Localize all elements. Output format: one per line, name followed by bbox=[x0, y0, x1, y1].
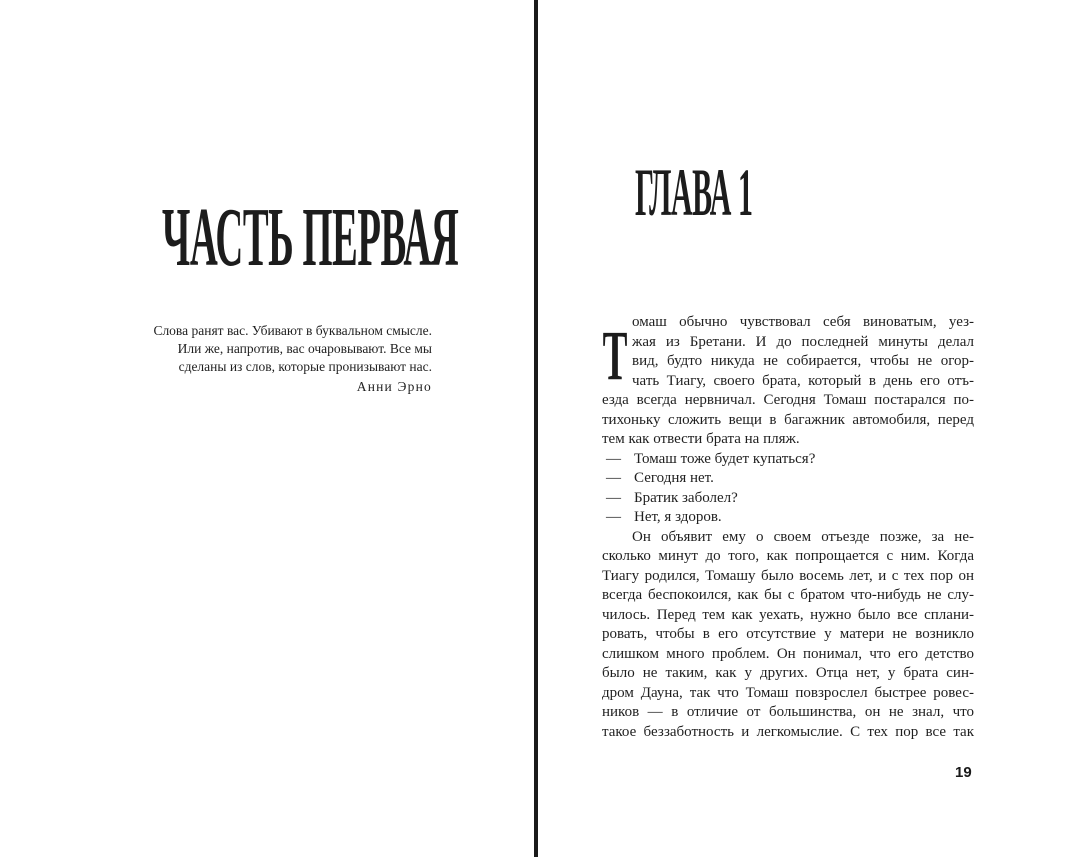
text-line: дром Дауна, так что Томаш повзрослел быстрее ровес- bbox=[602, 684, 974, 701]
dialogue-line bbox=[602, 450, 974, 470]
dialogue-text: Братик заболел? bbox=[634, 489, 738, 506]
text-line: жая из Бретани. И до последней минуты делал bbox=[632, 333, 974, 350]
dialogue-dash: — bbox=[606, 470, 621, 486]
text-line: слишком много проблем. Он понимал, что его детство bbox=[602, 645, 974, 662]
text-line: тихоньку сложить вещи в багажник автомобиля, перед bbox=[602, 411, 974, 428]
dialogue-dash: — bbox=[606, 489, 621, 506]
text-line: езда всегда нервничал. Сегодня Томаш постарался по- bbox=[602, 392, 974, 408]
part-title: ЧАСТЬ ПЕРВАЯ bbox=[162, 191, 459, 284]
epigraph-line: сделаны из слов, которые пронизывают нас. bbox=[178, 359, 432, 374]
text-line: сколько минут до того, как попрощается с ним. Когда bbox=[602, 548, 974, 564]
dialogue-line bbox=[602, 469, 974, 489]
dialogue-text: Нет, я здоров. bbox=[634, 509, 722, 525]
text-line: ровать, чтобы в его отсутствие у матери не возникло bbox=[602, 626, 974, 642]
epigraph bbox=[140, 322, 432, 396]
dialogue-line bbox=[602, 508, 974, 528]
text-line: было не таким, как у других. Отца нет, у брата син- bbox=[602, 665, 974, 681]
drop-cap-letter: Т bbox=[602, 318, 628, 396]
epigraph-author: Анни Эрно bbox=[356, 379, 432, 394]
page-number: 19 bbox=[955, 764, 972, 781]
text-line: вид, будто никуда не собирается, чтобы не огор- bbox=[632, 353, 974, 369]
text-line: тем как отвести брата на пляж. bbox=[602, 431, 800, 447]
text-line: Он объявит ему о своем отъезде позже, за не- bbox=[632, 528, 974, 545]
dialogue-text: Томаш тоже будет купаться? bbox=[634, 450, 816, 467]
right-page bbox=[538, 0, 1073, 857]
text-line: всегда беспокоился, как бы с братом что-нибудь не слу- bbox=[602, 587, 974, 603]
dialogue-line bbox=[602, 489, 974, 509]
epigraph-line: Или же, напротив, вас очаровывают. Все мы bbox=[177, 341, 432, 356]
text-line: такое беззаботность и легкомыслие. С тех пор все так bbox=[602, 723, 974, 740]
left-page bbox=[0, 0, 534, 857]
text-line: Тиагу родился, Томашу было восемь лет, и с тех пор он bbox=[602, 567, 974, 584]
dialogue-text: Сегодня нет. bbox=[634, 470, 714, 486]
chapter-title: ГЛАВА 1 bbox=[635, 154, 753, 230]
text-line: омаш обычно чувствовал себя виноватым, уез- bbox=[632, 314, 974, 330]
text-line: чилось. Перед тем как уехать, нужно было все сплани- bbox=[602, 606, 974, 623]
text-line: чать Тиагу, своего брата, который в день его отъ- bbox=[632, 372, 974, 389]
dialogue-dash: — bbox=[606, 450, 621, 467]
chapter-body bbox=[602, 313, 974, 742]
epigraph-line: Слова ранят вас. Убивают в буквальном смысле. bbox=[153, 323, 432, 338]
dialogue-dash: — bbox=[606, 509, 621, 525]
text-line: ников — в отличие от большинства, он не знал, что bbox=[602, 704, 974, 720]
